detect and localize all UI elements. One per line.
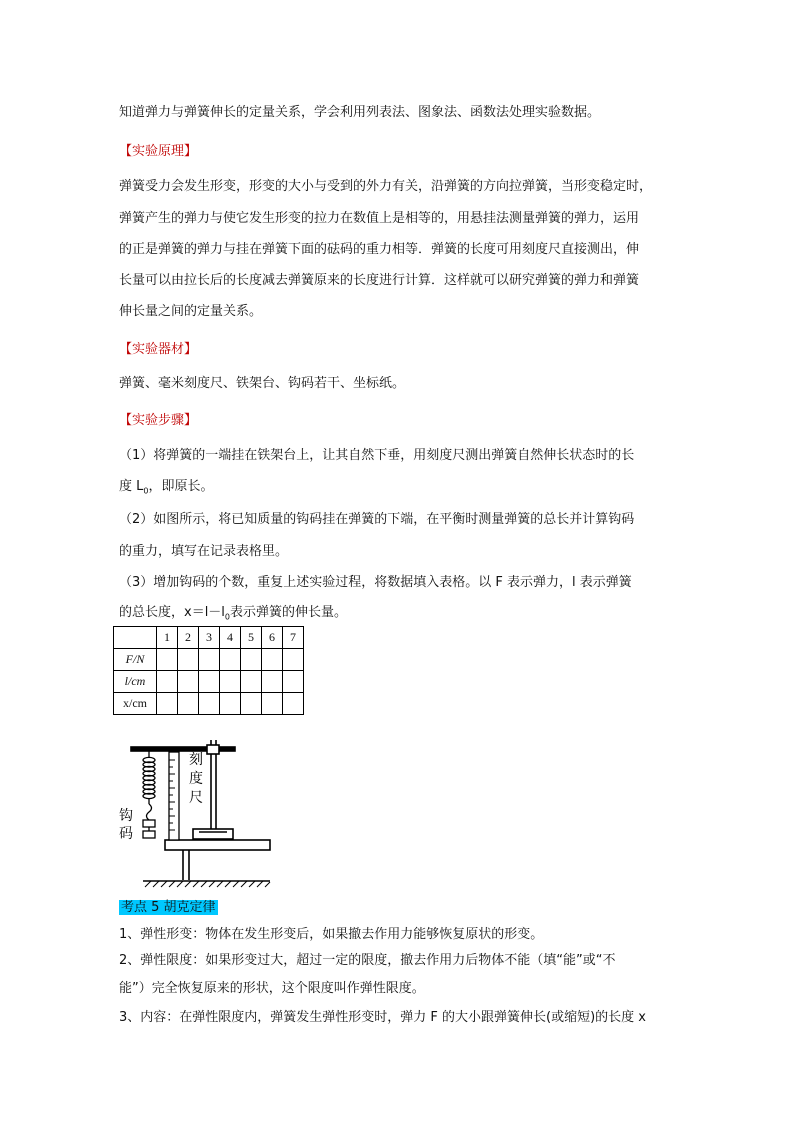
step3-line1: （3）增加钩码的个数，重复上述实验过程，将数据填入表格。以 F 表示弹力，l 表示弹簧 — [119, 575, 632, 590]
step2-line1: （2）如图所示，将已知质量的钩码挂在弹簧的下端，在平衡时测量弹簧的总长并计算钩码 — [119, 512, 635, 527]
ruler-label-char: 刻 — [189, 752, 203, 768]
step2-line2: 的重力，填写在记录表格里。 — [119, 544, 289, 559]
table-row-label: F/N — [114, 649, 157, 671]
table-cell — [178, 693, 199, 715]
table-column-header: 2 — [178, 627, 199, 649]
step1-line2 — [119, 478, 214, 501]
step3-line2 — [119, 604, 347, 627]
topic-paragraph: 1、弹性形变：物体在发生形变后，如果撤去作用力能够恢复原状的形变。 — [119, 927, 544, 942]
table-cell — [199, 671, 220, 693]
principle-line: 长量可以由拉长后的长度减去弹簧原来的长度进行计算．这样就可以研究弹簧的弹力和弹簧 — [119, 273, 640, 288]
table-row — [114, 693, 304, 715]
principle-line: 的正是弹簧的弹力与挂在弹簧下面的砝码的重力相等．弹簧的长度可用刻度尺直接测出，伸 — [119, 242, 640, 257]
record-table — [113, 626, 304, 715]
table-column-header: 5 — [241, 627, 262, 649]
principle-line: 伸长量之间的定量关系。 — [119, 304, 263, 319]
weight-label-char: 码 — [119, 826, 133, 842]
topic-paragraph: 2、弹性限度：如果形变过大，超过一定的限度，撤去作用力后物体不能（填“能”或“不 — [119, 953, 616, 968]
table-column-header: 3 — [199, 627, 220, 649]
table-cell — [178, 671, 199, 693]
table-row-label: x/cm — [114, 693, 157, 715]
hook-weights — [143, 804, 155, 838]
table-cell — [157, 671, 178, 693]
table-column-header: 6 — [262, 627, 283, 649]
spring — [143, 751, 155, 804]
step1-subscript: 0 — [143, 486, 149, 496]
principle-heading: 【实验原理】 — [119, 144, 198, 159]
table-cell — [220, 649, 241, 671]
table-row-label: l/cm — [114, 671, 157, 693]
table-corner-cell — [114, 627, 157, 649]
ground-hatching — [145, 881, 270, 887]
apparatus-figure — [113, 740, 273, 888]
table-cell — [283, 649, 304, 671]
topic-heading — [119, 899, 218, 917]
table-cell — [283, 693, 304, 715]
step1-line1: （1）将弹簧的一端挂在铁架台上，让其自然下垂，用刻度尺测出弹簧自然伸长状态时的长 — [119, 448, 635, 463]
intro-text: 知道弹力与弹簧伸长的定量关系，学会利用列表法、图象法、函数法处理实验数据。 — [119, 105, 601, 120]
table-cell — [220, 693, 241, 715]
ruler-label-char: 尺 — [189, 790, 203, 806]
table-cell — [199, 693, 220, 715]
topic-paragraph: 3、内容：在弹性限度内，弹簧发生弹性形变时，弹力 F 的大小跟弹簧伸长(或缩短)的长度 x — [119, 1010, 646, 1025]
table-row — [114, 649, 304, 671]
table-column-header: 4 — [220, 627, 241, 649]
steps-heading: 【实验步骤】 — [119, 413, 198, 428]
principle-line: 弹簧受力会发生形变，形变的大小与受到的外力有关，沿弹簧的方向拉弹簧，当形变稳定时， — [119, 179, 653, 194]
step3-text-b: 表示弹簧的伸长量。 — [230, 605, 348, 620]
table-cell — [178, 649, 199, 671]
equipment-text: 弹簧、毫米刻度尺、铁架台、钩码若干、坐标纸。 — [119, 376, 406, 391]
table-column-header: 7 — [283, 627, 304, 649]
table-cell — [157, 693, 178, 715]
topic-paragraph: 能”）完全恢复原来的形状，这个限度叫作弹性限度。 — [119, 981, 425, 996]
topic-label: 考点 5 胡克定律 — [121, 900, 216, 915]
table-header-row — [114, 627, 304, 649]
step1-text-a: 度 L — [119, 479, 144, 494]
table-cell — [220, 671, 241, 693]
equipment-heading: 【实验器材】 — [119, 342, 198, 357]
ruler — [169, 752, 179, 840]
table-column-header: 1 — [157, 627, 178, 649]
table-cell — [241, 649, 262, 671]
ruler-label-char: 度 — [189, 771, 203, 787]
principle-line: 弹簧产生的弹力与使它发生形变的拉力在数值上是相等的，用悬挂法测量弹簧的弹力，运用 — [119, 211, 640, 226]
table-cell — [262, 693, 283, 715]
table-cell — [241, 693, 262, 715]
table-cell — [157, 649, 178, 671]
table-cell — [262, 649, 283, 671]
step3-text-a: 的总长度，x＝l－l — [119, 605, 225, 620]
table-cell — [262, 671, 283, 693]
table-cell — [241, 671, 262, 693]
step3-subscript: 0 — [224, 612, 231, 622]
table-row — [114, 671, 304, 693]
step1-text-b: ，即原长。 — [148, 479, 214, 494]
table-cell — [283, 671, 304, 693]
weight-label-char: 钩 — [119, 808, 133, 824]
table-cell — [199, 649, 220, 671]
